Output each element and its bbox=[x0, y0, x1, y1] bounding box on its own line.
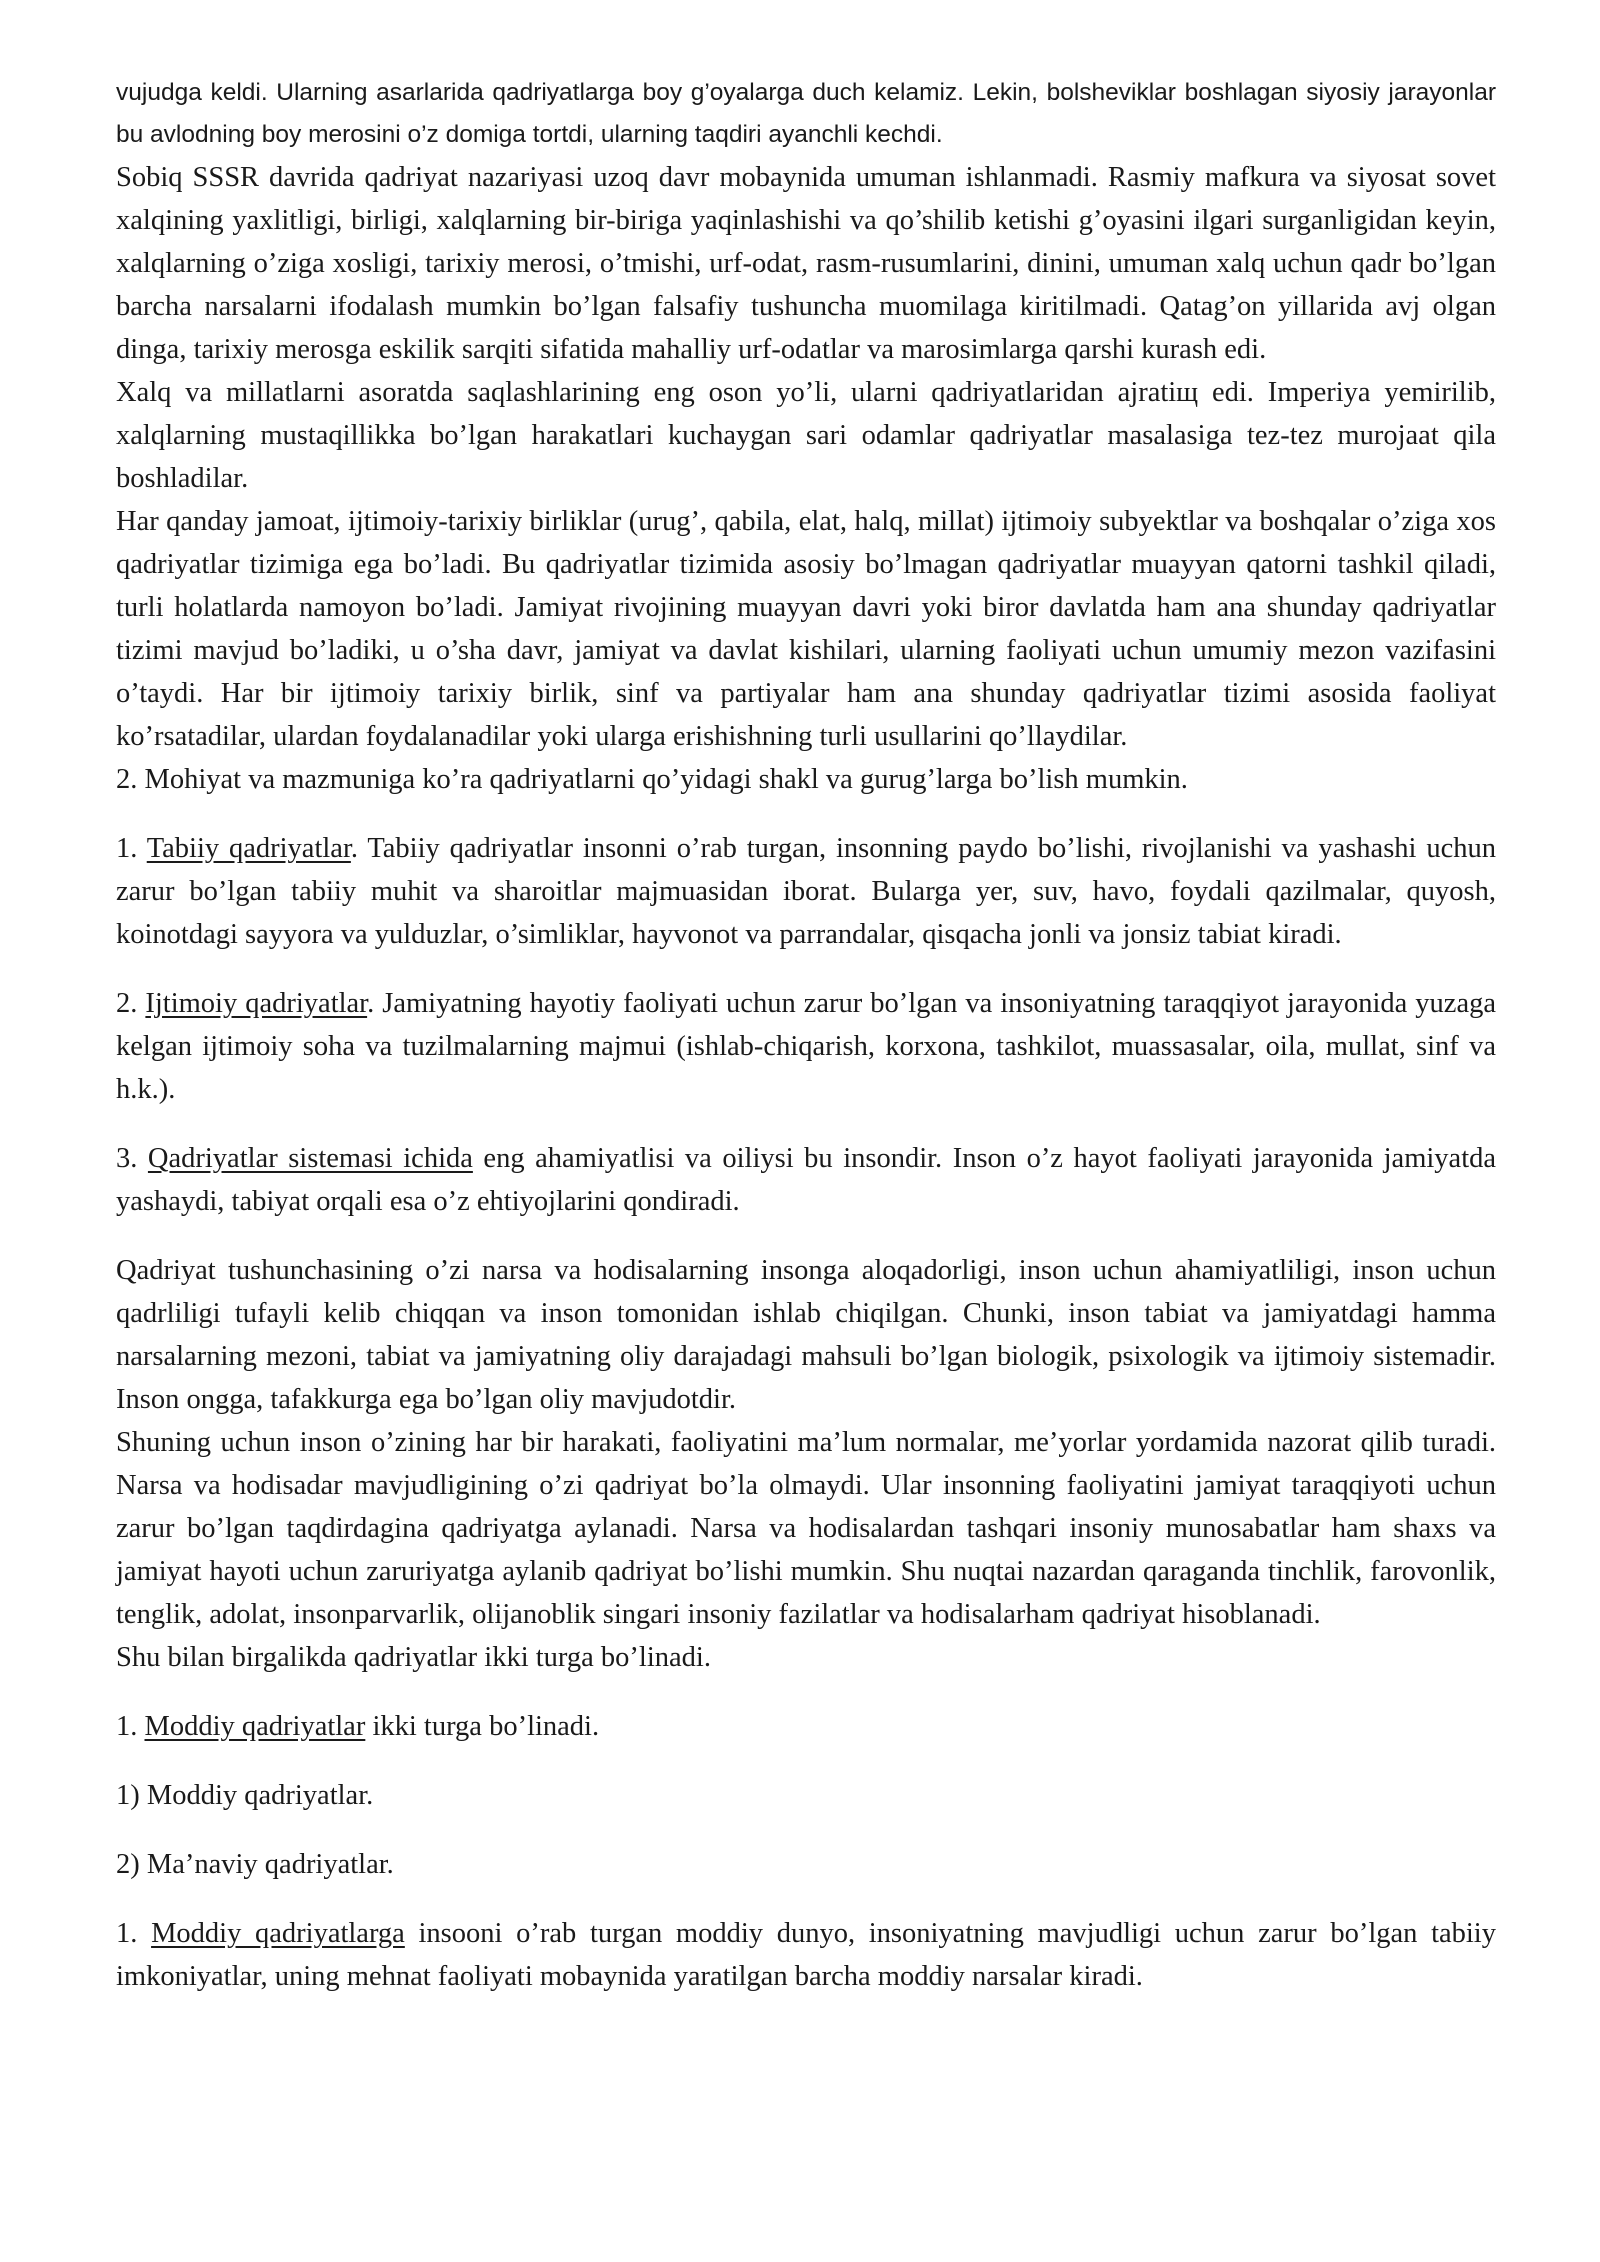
term-ijtimoiy: Ijtimoiy qadriyatlar bbox=[145, 988, 368, 1019]
sub-item-moddiy: 1) Moddiy qadriyatlar. bbox=[116, 1780, 374, 1811]
term-moddiy-qadriyatlarga: Moddiy qadriyatlarga bbox=[151, 1918, 405, 1949]
sub-item-manaviy: 2) Ma’naviy qadriyatlar. bbox=[116, 1849, 394, 1880]
list-text: . Tabiiy qadriyatlar insonni o’rab turgan, insonning paydo bo’lishi, rivojlanishi va yashashi uchun zarur bo’lgan tabiiy muhit va sharoitlar majmuasidan iborat. Bularga yer, suv, havo, foydali qazilmalar, quyosh, koinotdagi sayyora va yulduzlar, o’simliklar, hayvonot va parrandalar, qisqacha jonli va jonsiz tabiat kiradi. bbox=[116, 833, 1496, 950]
list-text: ikki turga bo’linadi. bbox=[365, 1711, 600, 1742]
list-item-ijtimoiy bbox=[116, 982, 1496, 1111]
term-tabiiy: Tabiiy qadriyatlar bbox=[146, 833, 351, 864]
paragraph-sssr: Sobiq SSSR davrida qadriyat nazariyasi uzoq davr mobaynida umuman ishlanmadi. Rasmiy mafkura va siyosat sovet xalqining yaxlitligi, birligi, xalqlarning bir-biriga yaqinlashishi va qo’shilib ketishi g’oyasini ilgari surganligidan keyin, xalqlarning o’ziga xosligi, tarixiy merosi, o’tmishi, urf-odat, rasm-rusumlarini, dinini, umuman xalq uchun qadr bo’lgan barcha narsalarni ifodalash mumkin bo’lgan falsafiy tushuncha muomilaga kiritilmadi. Qatag’on yillarida avj olgan dinga, tarixiy merosga eskilik sarqiti sifatida mahalliy urf-odatlar va marosimlarga qarshi kurash edi. bbox=[116, 162, 1496, 365]
paragraph-shuning: Shuning uchun inson o’zining har bir harakati, faoliyatini ma’lum normalar, me’yorlar yordamida nazorat qilib turadi. Narsa va hodisadar mavjudligining o’zi qadriyat bo’la olmaydi. Ular insonning faoliyatini jamiyat taraqqiyoti uchun zarur bo’lgan taqdirdagina qadriyatga aylanadi. Narsa va hodisalardan tashqari insoniy munosabatlar ham shaxs va jamiyat hayoti uchun zaruriyatga aylanib qadriyat bo’lishi mumkin. Shu nuqtai nazardan qaraganda tinchlik, farovonlik, tenglik, adolat, insonparvarlik, olijanoblik singari insoniy fazilatlar va hodisalarham qadriyat hisoblanadi. bbox=[116, 1427, 1496, 1630]
paragraph-ikki-tur: Shu bilan birgalikda qadriyatlar ikki turga bo’linadi. bbox=[116, 1642, 711, 1673]
document-page bbox=[116, 72, 1496, 1998]
list-text: . Jamiyatning hayotiy faoliyati uchun zarur bo’lgan va insoniyatning taraqqiyot jarayonida yuzaga kelgan ijtimoiy soha va tuzilmalarning majmui (ishlab-chiqarish, korxona, tashkilot, muassasalar, oila, mullat, sinf va h.k.). bbox=[116, 988, 1496, 1105]
list-text: eng ahamiyatlisi va oiliysi bu insondir. Inson o’z hayot faoliyati jarayonida jamiyatda yashaydi, tabiyat orqali esa o’z ehtiyojlarini qondiradi. bbox=[116, 1143, 1497, 1217]
list-item-sistema bbox=[116, 1137, 1496, 1223]
list-number: 3. bbox=[116, 1143, 148, 1174]
term-moddiy: Moddiy qadriyatlar bbox=[144, 1711, 366, 1742]
paragraph-imperiya: Xalq va millatlarni asoratda saqlashlarining eng oson yo’li, ularni qadriyatlaridan ajratiщ edi. Imperiya yemirilib, xalqlarning mustaqillikka bo’lgan harakatlari kuchaygan sari odamlar qadriyatlar masalasiga tez-tez murojaat qila boshladilar. bbox=[116, 377, 1496, 494]
list-item-tabiiy bbox=[116, 827, 1496, 956]
list-text: insooni o’rab turgan moddiy dunyo, insoniyatning mavjudligi uchun zarur bo’lgan tabiiy imkoniyatlar, uning mehnat faoliyati mobaynida yaratilgan barcha moddiy narsalar kiradi. bbox=[116, 1918, 1496, 1992]
term-sistema: Qadriyatlar sistemasi ichida bbox=[147, 1143, 473, 1174]
intro-paragraph: vujudga keldi. Ularning asarlarida qadriyatlarga boy g’oyalarga duch kelamiz. Lekin, bolsheviklar boshlagan siyosiy jarayonlar bu avlodning boy merosini o’z domiga tortdi, ularning taqdiri ayanchli kechdi. bbox=[116, 79, 1496, 148]
paragraph-jamoat: Har qanday jamoat, ijtimoiy-tarixiy birliklar (urug’, qabila, elat, halq, millat) ijtimoiy subyektlar va boshqalar o’ziga xos qadriyatlar tizimiga ega bo’ladi. Bu qadriyatlar tizimida asosiy bo’lmagan qadriyatlar muayyan qatorni tashkil qiladi, turli holatlarda namoyon bo’ladi. Jamiyat rivojining muayyan davri yoki biror davlatda ham ana shunday qadriyatlar tizimi mavjud bo’ladiki, u o’sha davr, jamiyat va davlat kishilari, ularning faoliyati uchun umumiy mezon vazifasini o’taydi. Har bir ijtimoiy tarixiy birlik, sinf va partiyalar ham ana shunday qadriyatlar tizimi asosida faoliyat ko’rsatadilar, ulardan foydalanadilar yoki ularga erishishning turli usullarini qo’llaydilar. bbox=[116, 506, 1496, 752]
list-number: 1. bbox=[116, 1711, 145, 1742]
paragraph-tushuncha: Qadriyat tushunchasining o’zi narsa va hodisalarning insonga aloqadorligi, inson uchun ahamiyatliligi, inson uchun qadrliligi tufayli kelib chiqqan va inson tomonidan ishlab chiqilgan. Chunki, inson tabiat va jamiyatdagi hamma narsalarning mezoni, tabiat va jamiyatning oliy darajadagi mahsuli bo’lgan biologik, psixologik va ijtimoiy sistemadir. Inson ongga, tafakkurga ega bo’lgan oliy mavjudotdir. bbox=[116, 1255, 1496, 1415]
list-item-moddiy-qadriyatlarga bbox=[116, 1912, 1496, 1998]
list-number: 1. bbox=[116, 1918, 152, 1949]
list-number: 2. bbox=[116, 988, 146, 1019]
paragraph-mohiyat: 2. Mohiyat va mazmuniga ko’ra qadriyatlarni qo’yidagi shakl va gurug’larga bo’lish mumkin. bbox=[116, 764, 1188, 795]
list-item-moddiy bbox=[116, 1705, 1496, 1748]
list-number: 1. bbox=[116, 833, 147, 864]
